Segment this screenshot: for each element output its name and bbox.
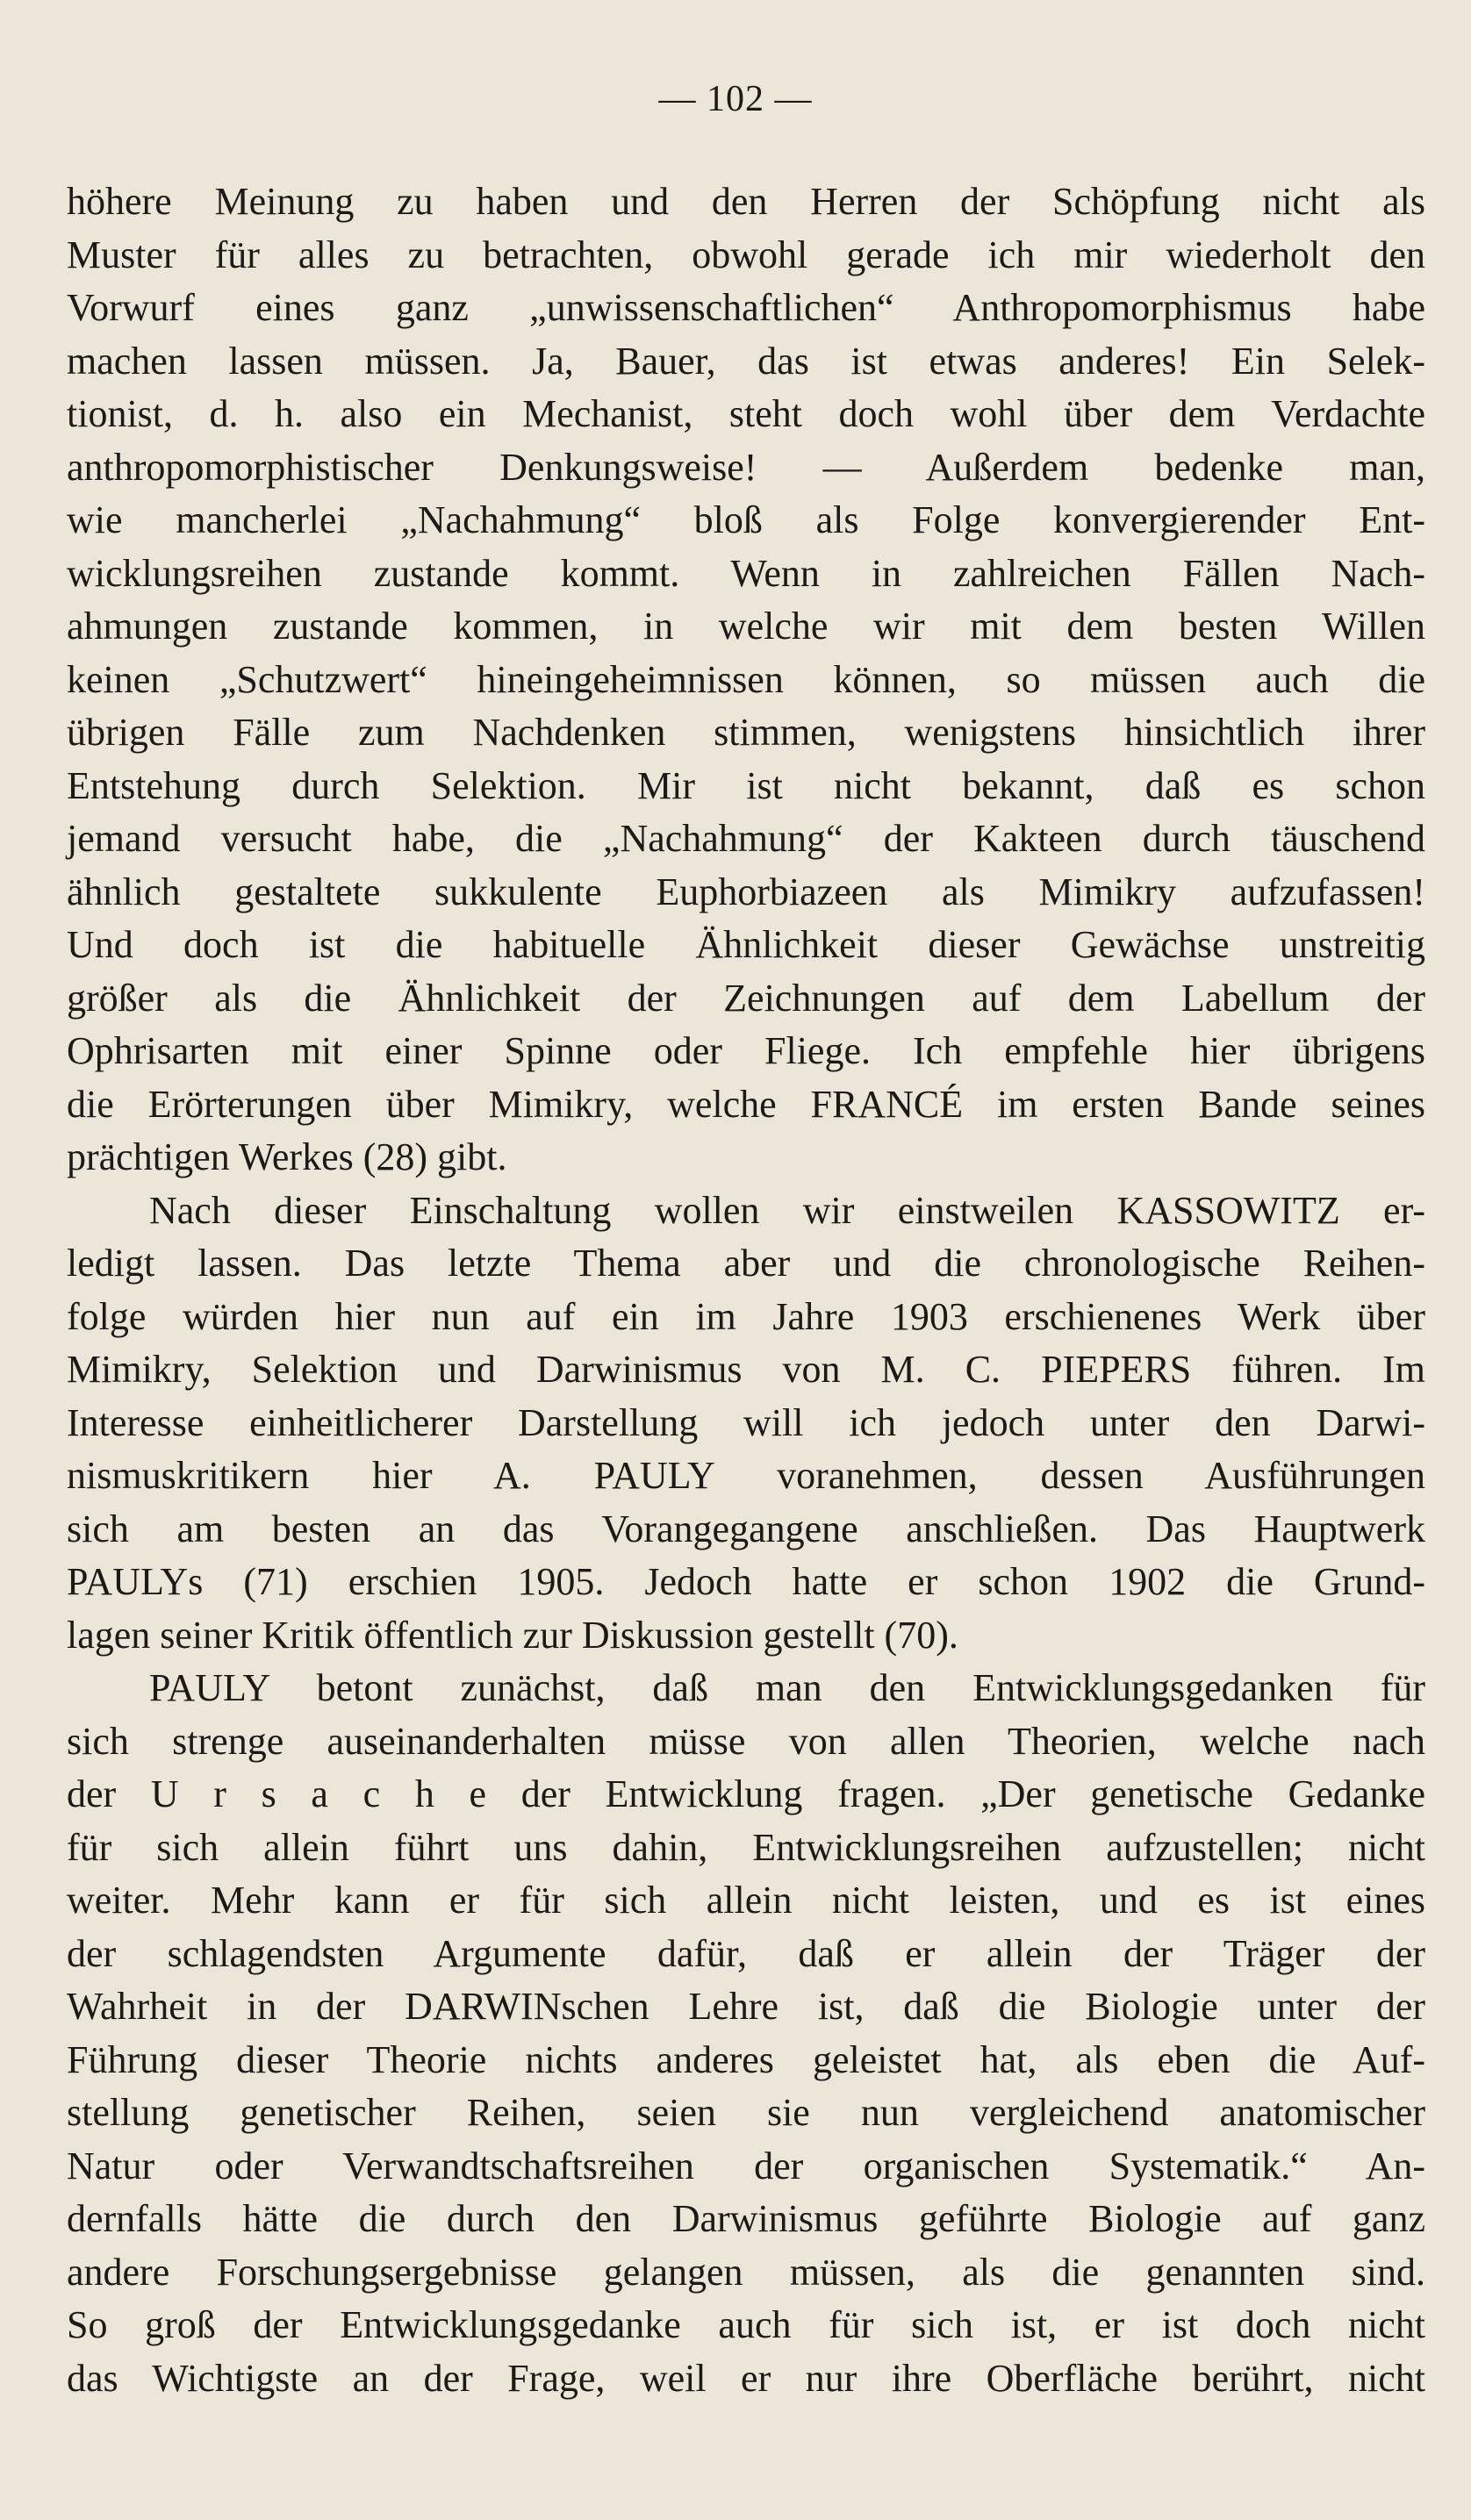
paragraph xyxy=(67,1185,1425,1663)
text-line: weiter. Mehr kann er für sich allein nicht leisten, und es ist eines xyxy=(67,1879,1425,1922)
text-line: jemand versucht habe, die „Nachahmung“ der Kakteen durch täuschend xyxy=(67,817,1425,860)
text-line: anthropomorphistischer Denkungsweise! — Außerdem bedenke man, xyxy=(67,445,1425,489)
text-line: Entstehung durch Selektion. Mir ist nicht bekannt, daß es schon xyxy=(67,763,1425,807)
page-number: — 102 — xyxy=(658,79,813,119)
text-line: wie mancherlei „Nachahmung“ bloß als Folge konvergierender Ent- xyxy=(67,498,1425,541)
text-line: folge würden hier nun auf ein im Jahre 1903 erschienenes Werk über xyxy=(67,1294,1425,1338)
text-line: tionist, d. h. also ein Mechanist, steht doch wohl über dem Verdachte xyxy=(67,392,1425,435)
text-line: dernfalls hätte die durch den Darwinismus geführte Biologie auf ganz xyxy=(67,2197,1425,2240)
text-line: sich strenge auseinanderhalten müsse von allen Theorien, welche nach xyxy=(67,1719,1425,1763)
text-line: ähnlich gestaltete sukkulente Euphorbiazeen als Mimikry aufzufassen! xyxy=(67,870,1425,913)
text-line: machen lassen müssen. Ja, Bauer, das ist etwas anderes! Ein Selek- xyxy=(67,339,1425,383)
text-line: übrigen Fälle zum Nachdenken stimmen, wenigstens hinsichtlich ihrer xyxy=(67,711,1425,754)
text-line: Nach dieser Einschaltung wollen wir einstweilen KASSOWITZ er- xyxy=(149,1188,1425,1232)
text-line: keinen „Schutzwert“ hineingeheimnissen können, so müssen auch die xyxy=(67,657,1425,701)
text-line: Vorwurf eines ganz „unwissenschaftlichen“ Anthropomorphismus habe xyxy=(67,286,1425,329)
text-line: Muster für alles zu betrachten, obwohl gerade ich mir wiederholt den xyxy=(67,233,1425,276)
text-line: Und doch ist die habituelle Ähnlichkeit dieser Gewächse unstreitig xyxy=(67,923,1425,966)
text-line: ahmungen zustande kommen, in welche wir mit dem besten Willen xyxy=(67,605,1425,648)
text-line: Ophrisarten mit einer Spinne oder Fliege. Ich empfehle hier übrigens xyxy=(67,1029,1425,1072)
text-line: der schlagendsten Argumente dafür, daß er allein der Träger der xyxy=(67,1931,1425,1975)
text-line: Führung dieser Theorie nichts anderes geleistet hat, als eben die Auf- xyxy=(67,2037,1425,2081)
text-line: Interesse einheitlicherer Darstellung will ich jedoch unter den Darwi- xyxy=(67,1400,1425,1444)
text-line: wicklungsreihen zustande kommt. Wenn in zahlreichen Fällen Nach- xyxy=(67,551,1425,595)
text-line: Natur oder Verwandtschaftsreihen der organischen Systematik.“ An- xyxy=(67,2144,1425,2187)
text-line: prächtigen Werkes (28) gibt. xyxy=(67,1135,507,1178)
text-line: So groß der Entwicklungsgedanke auch für sich ist, er ist doch nicht xyxy=(67,2303,1425,2346)
text-line: andere Forschungsergebnisse gelangen müssen, als die genannten sind. xyxy=(67,2250,1425,2294)
text-line: größer als die Ähnlichkeit der Zeichnungen auf dem Labellum der xyxy=(67,976,1425,1020)
text-line: sich am besten an das Vorangegangene anschließen. Das Hauptwerk xyxy=(67,1507,1425,1550)
text-line: höhere Meinung zu haben und den Herren der Schöpfung nicht als xyxy=(67,180,1425,223)
text-line: das Wichtigste an der Frage, weil er nur ihre Oberfläche berührt, nicht xyxy=(67,2356,1425,2400)
text-line: Mimikry, Selektion und Darwinismus von M. C. PIEPERS führen. Im xyxy=(67,1348,1425,1391)
page-body xyxy=(67,175,1425,2405)
text-line: für sich allein führt uns dahin, Entwicklungsreihen aufzustellen; nicht xyxy=(67,1825,1425,1869)
paragraph xyxy=(67,1662,1425,2405)
text-line: lagen seiner Kritik öffentlich zur Diskussion gestellt (70). xyxy=(67,1613,958,1657)
text-line: ledigt lassen. Das letzte Thema aber und die chronologische Reihen- xyxy=(67,1242,1425,1285)
text-line: die Erörterungen über Mimikry, welche FRANCÉ im ersten Bande seines xyxy=(67,1082,1425,1126)
paragraph xyxy=(67,175,1425,1185)
text-line: PAULYs (71) erschien 1905. Jedoch hatte er schon 1902 die Grund- xyxy=(67,1560,1425,1603)
text-line: nismuskritikern hier A. PAULY voranehmen, dessen Ausführungen xyxy=(67,1454,1425,1497)
text-line: Wahrheit in der DARWINschen Lehre ist, daß die Biologie unter der xyxy=(67,1985,1425,2028)
text-line: der U r s a c h e der Entwicklung fragen. „Der genetische Gedanke xyxy=(67,1772,1425,1815)
text-line: stellung genetischer Reihen, seien sie nun vergleichend anatomischer xyxy=(67,2091,1425,2134)
text-line: PAULY betont zunächst, daß man den Entwicklungsgedanken für xyxy=(149,1666,1425,1709)
